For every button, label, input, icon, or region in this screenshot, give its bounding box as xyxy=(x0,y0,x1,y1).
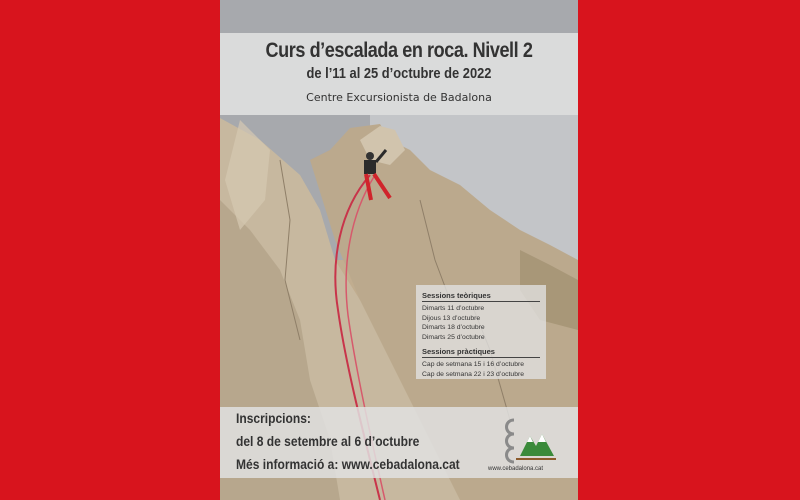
theory-heading: Sessions teòriques xyxy=(422,291,540,302)
theory-item: Dimarts 25 d’octubre xyxy=(422,333,485,341)
sessions-box xyxy=(416,285,546,379)
practice-heading: Sessions pràctiques xyxy=(422,347,540,358)
club-logo-icon xyxy=(500,412,562,474)
practice-item: Cap de setmana 22 i 23 d’octubre xyxy=(422,370,525,378)
theory-item: Dimarts 11 d’octubre xyxy=(422,305,485,312)
poster xyxy=(220,0,578,500)
club-name: Centre Excursionista de Badalona xyxy=(306,91,492,104)
theory-item: Dimarts 18 d’octubre xyxy=(422,324,485,331)
more-info-link[interactable]: Més informació a: www.cebadalona.cat xyxy=(236,456,460,472)
logo-url: www.cebadalona.cat xyxy=(488,466,544,472)
course-dates: de l’11 al 25 d’octubre de 2022 xyxy=(306,65,492,82)
title-band xyxy=(220,33,578,115)
registration-dates: del 8 de setembre al 6 d’octubre xyxy=(236,433,420,449)
practice-item: Cap de setmana 15 i 16 d’octubre xyxy=(422,361,525,368)
theory-item: Dijous 13 d’octubre xyxy=(422,314,481,322)
registration-label: Inscripcions: xyxy=(236,410,311,426)
poster-title: Curs d’escalada en roca. Nivell 2 xyxy=(265,39,533,62)
